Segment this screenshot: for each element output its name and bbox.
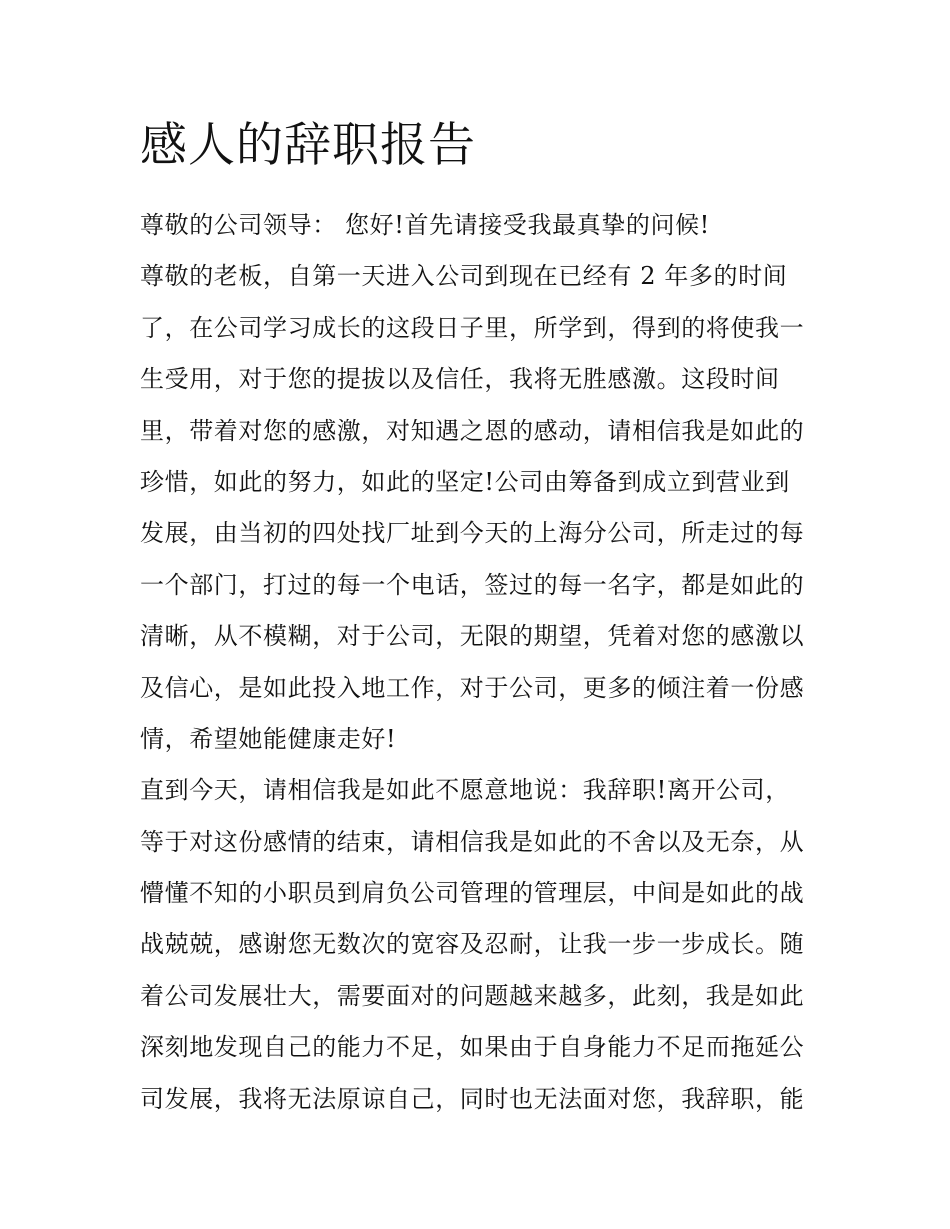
body-line: 懵懂不知的小职员到肩负公司管理的管理层，中间是如此的战 bbox=[140, 879, 805, 908]
body-line: 及信心，是如此投入地工作，对于公司，更多的倾注着一份感 bbox=[140, 673, 805, 702]
body-line: 深刻地发现自己的能力不足，如果由于自身能力不足而拖延公 bbox=[140, 1033, 805, 1062]
body-line: 情，希望她能健康走好! bbox=[140, 724, 397, 753]
body-line: 司发展，我将无法原谅自己，同时也无法面对您，我辞职，能 bbox=[140, 1084, 805, 1113]
body-line: 尊敬的公司领导： 您好!首先请接受我最真挚的问候! bbox=[140, 211, 710, 239]
body-line: 战兢兢，感谢您无数次的宽容及忍耐，让我一步一步成长。随 bbox=[140, 930, 805, 959]
body-line: 了，在公司学习成长的这段日子里，所学到，得到的将使我一 bbox=[140, 313, 805, 342]
body-line: 尊敬的老板，自第一天进入公司到现在已经有 2 年多的时间 bbox=[140, 262, 788, 291]
body-line: 清晰，从不模糊，对于公司，无限的期望，凭着对您的感激以 bbox=[140, 622, 805, 651]
body-line: 生受用，对于您的提拔以及信任，我将无胜感激。这段时间 bbox=[140, 365, 780, 394]
body-line: 直到今天，请相信我是如此不愿意地说：我辞职!离开公司， bbox=[140, 776, 790, 805]
body-line: 着公司发展壮大，需要面对的问题越来越多，此刻，我是如此 bbox=[140, 981, 805, 1010]
body-line: 发展，由当初的四处找厂址到今天的上海分公司，所走过的每 bbox=[140, 519, 805, 548]
body-line: 里，带着对您的感激，对知遇之恩的感动，请相信我是如此的 bbox=[140, 416, 805, 445]
body-line: 珍惜，如此的努力，如此的坚定!公司由筹备到成立到营业到 bbox=[140, 467, 790, 496]
body-line: 等于对这份感情的结束，请相信我是如此的不舍以及无奈，从 bbox=[140, 827, 805, 856]
body-line: 一个部门，打过的每一个电话，签过的每一名字，都是如此的 bbox=[140, 570, 805, 599]
document-title: 感人的辞职报告 bbox=[140, 118, 476, 173]
document-body bbox=[140, 200, 820, 1125]
